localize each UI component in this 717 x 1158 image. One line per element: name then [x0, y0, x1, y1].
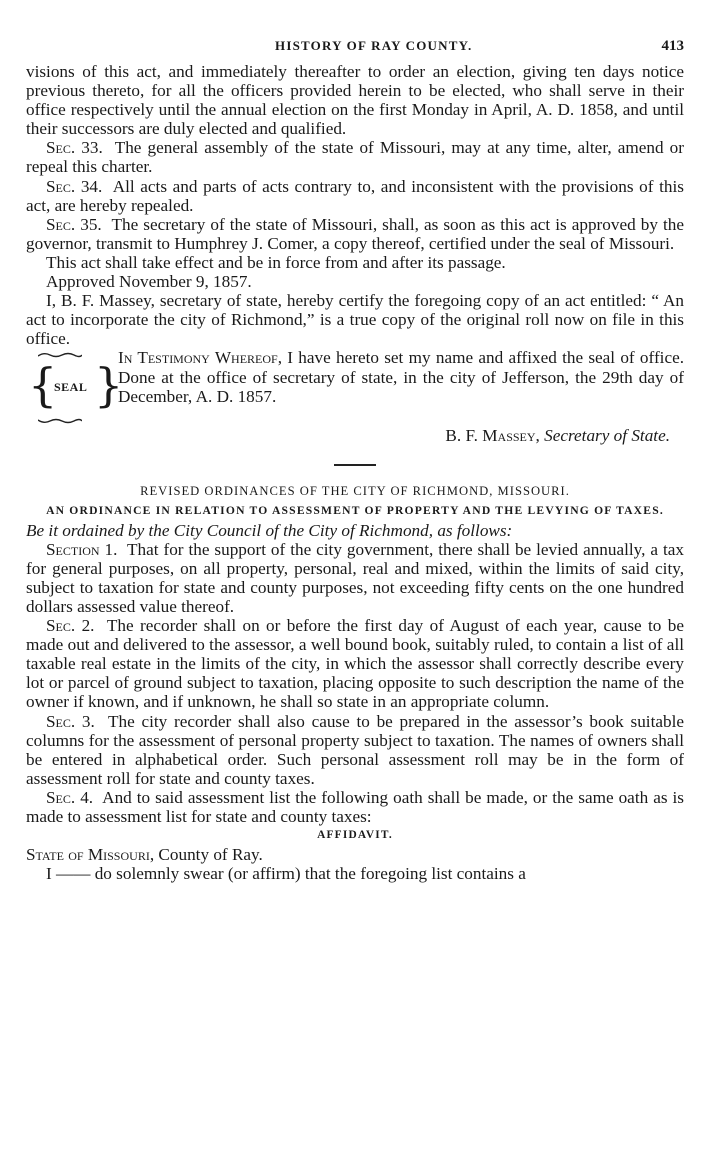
charter-continuation: visions of this act, and immediately thereafter to order an election, giving ten days notice previous thereto, for all the officers provided herein to be elected, who shall serve in their office respectively until the annual election on the first Monday in April, A. D. 1858, and until their successors are duly elected and qualified.	[26, 62, 684, 139]
seal-label: SEAL	[54, 380, 88, 395]
section-label: Sec. 3.	[46, 711, 95, 731]
section-label: Section 1.	[46, 539, 118, 559]
certification: I, B. F. Massey, secretary of state, hereby certify the foregoing copy of an act entitled: “ An act to incorporate the city of Richmond,” is a true copy of the original roll now on file in this office.	[26, 291, 684, 349]
section-text: All acts and parts of acts contrary to, and inconsistent with the provisions of this act, are hereby repealed.	[26, 176, 684, 215]
section-label: Sec. 35.	[46, 214, 102, 234]
right-brace-icon: }	[94, 358, 124, 413]
affidavit-heading: AFFIDAVIT.	[317, 829, 393, 842]
county-label: County of Ray.	[158, 845, 263, 865]
flourish-bottom-icon	[38, 418, 82, 424]
ordinance-section-2	[26, 616, 684, 711]
running-title: HISTORY OF RAY COUNTY.	[275, 38, 473, 53]
signature-line	[26, 426, 684, 445]
ordinance-section-4	[26, 788, 684, 826]
oath-text: I —— do solemnly swear (or affirm) that the foregoing list contains a	[46, 864, 526, 884]
section-label: Sec. 4.	[46, 787, 94, 807]
ordinance-section-1	[26, 540, 684, 616]
book-page	[26, 30, 684, 883]
page-number: 413	[661, 37, 684, 54]
section-text: The secretary of the state of Missouri, shall, as soon as this act is approved by the governor, transmit to Humphrey J. Comer, a copy thereof, certified under the seal of Missouri.	[26, 214, 684, 253]
testimony-body: I have hereto set my name and affixed the seal of office. Done at the office of secretary of state, in the city of Jefferson, the 29th day of December, A. D. 1857.	[118, 348, 684, 406]
running-header	[26, 30, 684, 62]
section-33	[26, 138, 684, 176]
testimony-block	[26, 348, 684, 426]
section-text: That for the support of the city government, there shall be levied annually, a tax for general purposes, on all property, personal, real and mixed, within the limits of said city, subject to taxation for state and county purposes, not exceeding fifty cents on the one hundred dollars assessed value thereof.	[26, 539, 684, 616]
section-label: Sec. 34.	[46, 176, 103, 196]
signature-title: Secretary of State.	[544, 426, 670, 446]
testimony-label: In Testimony Whereof,	[118, 348, 283, 368]
signature-name: B. F. Massey,	[445, 426, 540, 446]
section-35	[26, 215, 684, 253]
approval-date: Approved November 9, 1857.	[46, 272, 252, 292]
section-label: Sec. 2.	[46, 616, 95, 636]
enacting-clause: Be it ordained by the City Council of the City of Richmond, as follows:	[26, 520, 513, 540]
section-text: And to said assessment list the following oath shall be made, or the same oath as is made to assessment list for state and county taxes:	[26, 787, 684, 826]
affidavit-venue	[26, 845, 684, 864]
effect-clause: This act shall take effect and be in force from and after its passage.	[46, 252, 506, 272]
section-34	[26, 177, 684, 215]
section-text: The recorder shall on or before the first day of August of each year, cause to be made out and delivered to the assessor, a well bound book, suitably ruled, to contain a list of all taxable real estate in the limits of the city, in which the assessor shall correctly describe every lot or parcel of ground subject to taxation, placing opposite to such description the name of the owner if known, and if unknown, he shall so state in an appropriate column.	[26, 616, 684, 712]
section-divider	[334, 464, 376, 466]
state-label: State of Missouri,	[26, 845, 155, 865]
section-label: Sec. 33.	[46, 138, 103, 158]
section-text: The city recorder shall also cause to be prepared in the assessor’s book suitable columns for the assessment of personal property subject to taxation. The names of owners shall be entered in alphabetical order. Such personal assessment roll may be in the form of assessment roll for state and county taxes.	[26, 711, 684, 788]
testimony-text	[118, 348, 684, 426]
section-text: The general assembly of the state of Missouri, may at any time, alter, amend or repeal this charter.	[26, 138, 684, 177]
seal-emblem	[26, 348, 124, 426]
page-body	[26, 62, 684, 883]
ordinance-subheading: AN ORDINANCE IN RELATION TO ASSESSMENT OF PROPERTY AND THE LEVYING OF TAXES.	[46, 503, 664, 517]
ordinances-heading: REVISED ORDINANCES OF THE CITY OF RICHMOND, MISSOURI.	[140, 483, 570, 498]
left-brace-icon: {	[28, 358, 58, 413]
ordinance-section-3	[26, 712, 684, 788]
